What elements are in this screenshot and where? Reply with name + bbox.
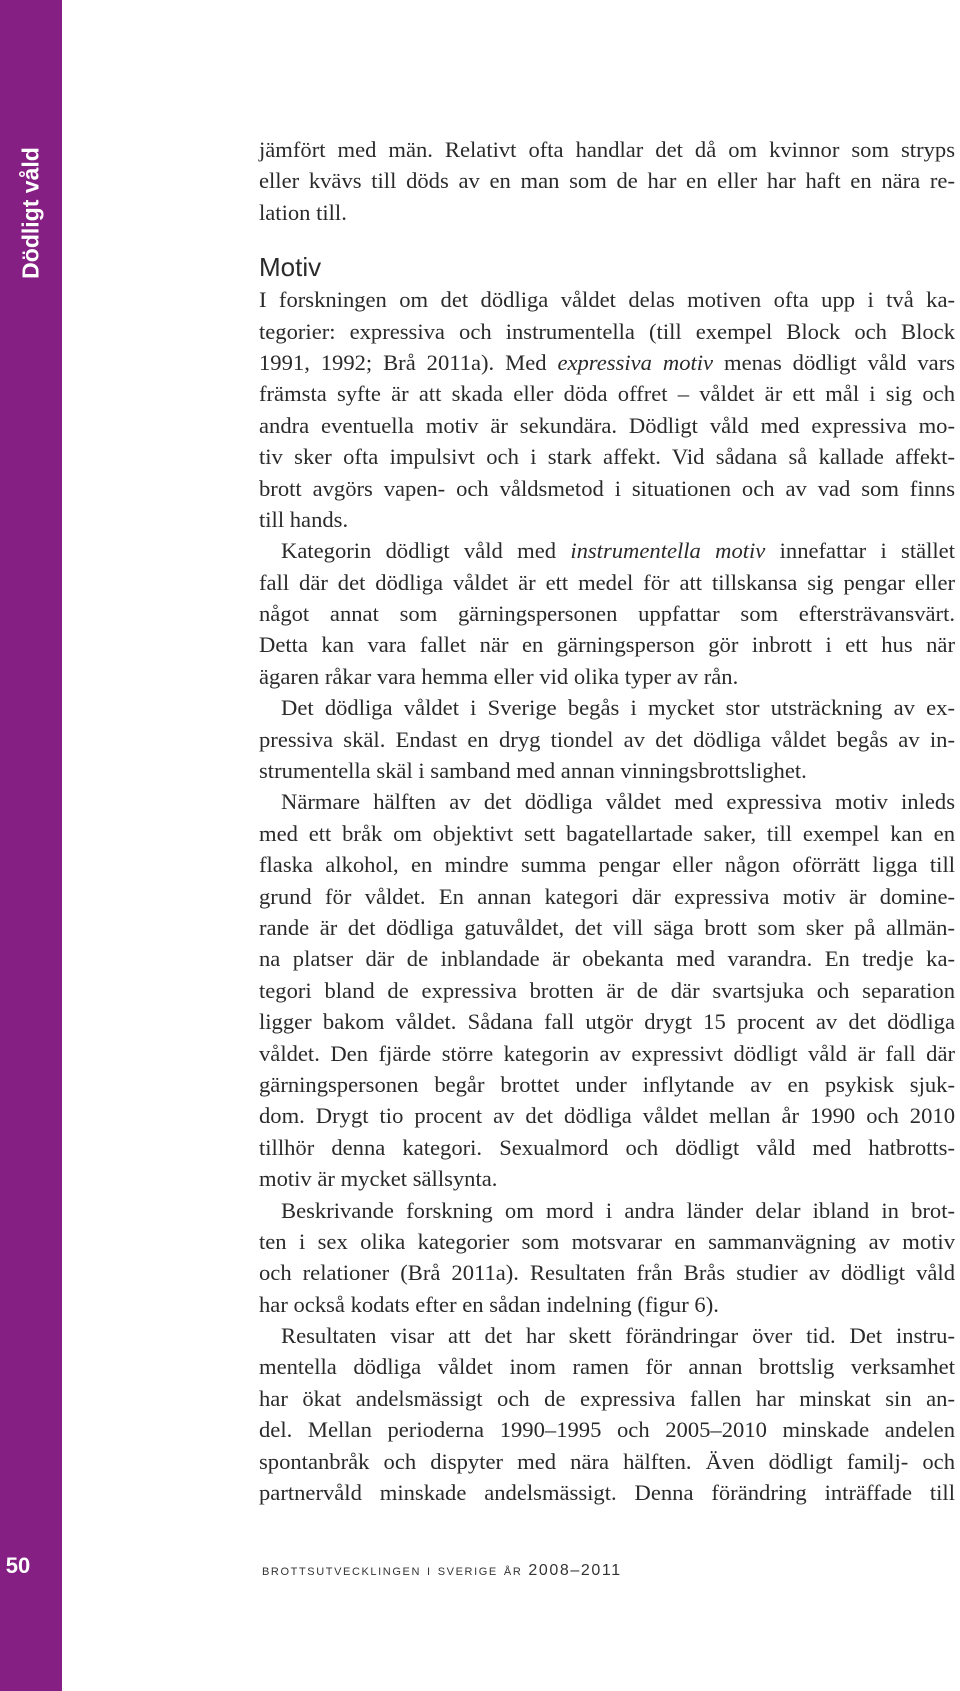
section-label: Dödligt våld [17,147,44,279]
text-run: Kategorin dödligt våld med [281,538,557,564]
text-line: mentella dödliga våldet inom ramen för annan brottslig verksamhet [259,1354,955,1380]
section-sidebar [0,0,62,1691]
running-footer: brottsutvecklingen i sverige år 2008–2011 [262,1562,622,1579]
text-line: dom. Drygt tio procent av det dödliga våldet mellan år 1990 och 2010 [259,1103,955,1129]
text-line: har ökat andelsmässigt och de expressiva fallen har minskat sin an- [259,1385,955,1411]
text-line: lation till. [259,199,347,225]
text-line: Närmare hälften av det dödliga våldet med expressiva motiv inleds [281,789,955,815]
text-line: eller kvävs till döds av en man som de har en eller har haft en nära re- [259,168,955,194]
text-line: na platser där de inblandade är obekanta med varandra. En tredje ka- [259,946,955,972]
text-line: har också kodats efter en sådan indelning (figur 6). [259,1291,719,1317]
text-line: ten i sex olika kategorier som motsvarar en sammanvägning av motiv [259,1228,955,1254]
text-line: spontanbråk och dispyter med nära hälften. Även dödligt familj- och [259,1448,955,1474]
text-line: tillhör denna kategori. Sexualmord och dödligt våld med hatbrotts- [259,1134,955,1160]
text-run: menas dödligt våld vars [724,349,956,375]
text-line: främsta syfte är att skada eller döda offret – våldet är ett mål i sig och [259,381,955,407]
text-line: brott avgörs vapen- och våldsmetod i situationen och av vad som finns [259,475,955,501]
text-line: strumentella skäl i samband med annan vinningsbrottslighet. [259,758,807,784]
text-line: jämfört med män. Relativt ofta handlar det då om kvinnor som stryps [259,137,955,162]
emphasis: expressiva motiv [557,349,714,375]
intro-paragraph [259,134,955,228]
text-line: del. Mellan perioderna 1990–1995 och 2005–2010 minskade andelen [259,1417,955,1443]
text-line: något annat som gärningspersonen uppfattar som eftersträvansvärt. [259,601,955,627]
text-line [259,535,955,566]
paragraph [259,1320,955,1508]
text-line: pressiva skäl. Endast en dryg tiondel av det dödliga våldet begås av in- [259,726,955,752]
text-run: innefattar i stället [779,538,955,564]
text-line: fall där det dödliga våldet är ett medel för att tillskansa sig pengar eller [259,569,955,595]
page-number: 50 [5,1553,31,1578]
text-line: tegori bland de expressiva brotten är de där svartsjuka och separation [259,977,955,1003]
text-line: tegorier: expressiva och instrumentella (till exempel Block och Block [259,318,955,344]
text-line: I forskningen om det dödliga våldet delas motiven ofta upp i två ka- [259,287,955,313]
text-line: partnervåld minskade andelsmässigt. Denna förändring inträffade till [259,1480,955,1506]
text-line: rande är det dödliga gatuvåldet, det vill säga brott som sker på allmän- [259,914,955,940]
text-run: 1991, 1992; Brå 2011a). Med [259,349,547,375]
text-line: grund för våldet. En annan kategori där expressiva motiv är domine- [259,883,955,909]
text-line: gärningspersonen begår brottet under inflytande av en psykisk sjuk- [259,1071,955,1097]
text-line: och relationer (Brå 2011a). Resultaten från Brås studier av dödligt våld [259,1260,955,1286]
text-line: tiv sker ofta impulsivt och i stark affekt. Vid sådana så kallade affekt- [259,444,955,470]
text-line: ägaren råkar vara hemma eller vid olika typer av rån. [259,663,739,689]
text-line: våldet. Den fjärde större kategorin av expressivt dödligt våld är fall där [259,1040,955,1066]
paragraph [259,1195,955,1321]
text-line: andra eventuella motiv är sekundära. Dödligt våld med expressiva mo- [259,412,955,438]
text-line: Beskrivande forskning om mord i andra länder delar ibland in brot- [281,1197,955,1223]
text-line [259,347,955,378]
text-line: med ett bråk om objektivt sett bagatellartade saker, till exempel kan en [259,820,955,846]
paragraph [259,786,955,1194]
text-line: Det dödliga våldet i Sverige begås i mycket stor utsträckning av ex- [281,695,955,721]
paragraph [259,284,955,535]
paragraph [259,535,955,692]
text-line: Detta kan vara fallet när en gärningsperson gör inbrott i ett hus när [259,632,955,658]
emphasis: instrumentella motiv [570,538,766,564]
body-text [259,134,955,1508]
paragraph [259,692,955,786]
text-line: till hands. [259,506,349,532]
section-heading: Motiv [259,252,322,283]
text-line: Resultaten visar att det har skett förändringar över tid. Det instru- [281,1323,955,1349]
text-line: ligger bakom våldet. Sådana fall utgör drygt 15 procent av det dödliga [259,1009,955,1035]
text-line: flaska alkohol, en mindre summa pengar eller någon oförrätt ligga till [259,852,955,878]
text-line: motiv är mycket sällsynta. [259,1166,498,1192]
